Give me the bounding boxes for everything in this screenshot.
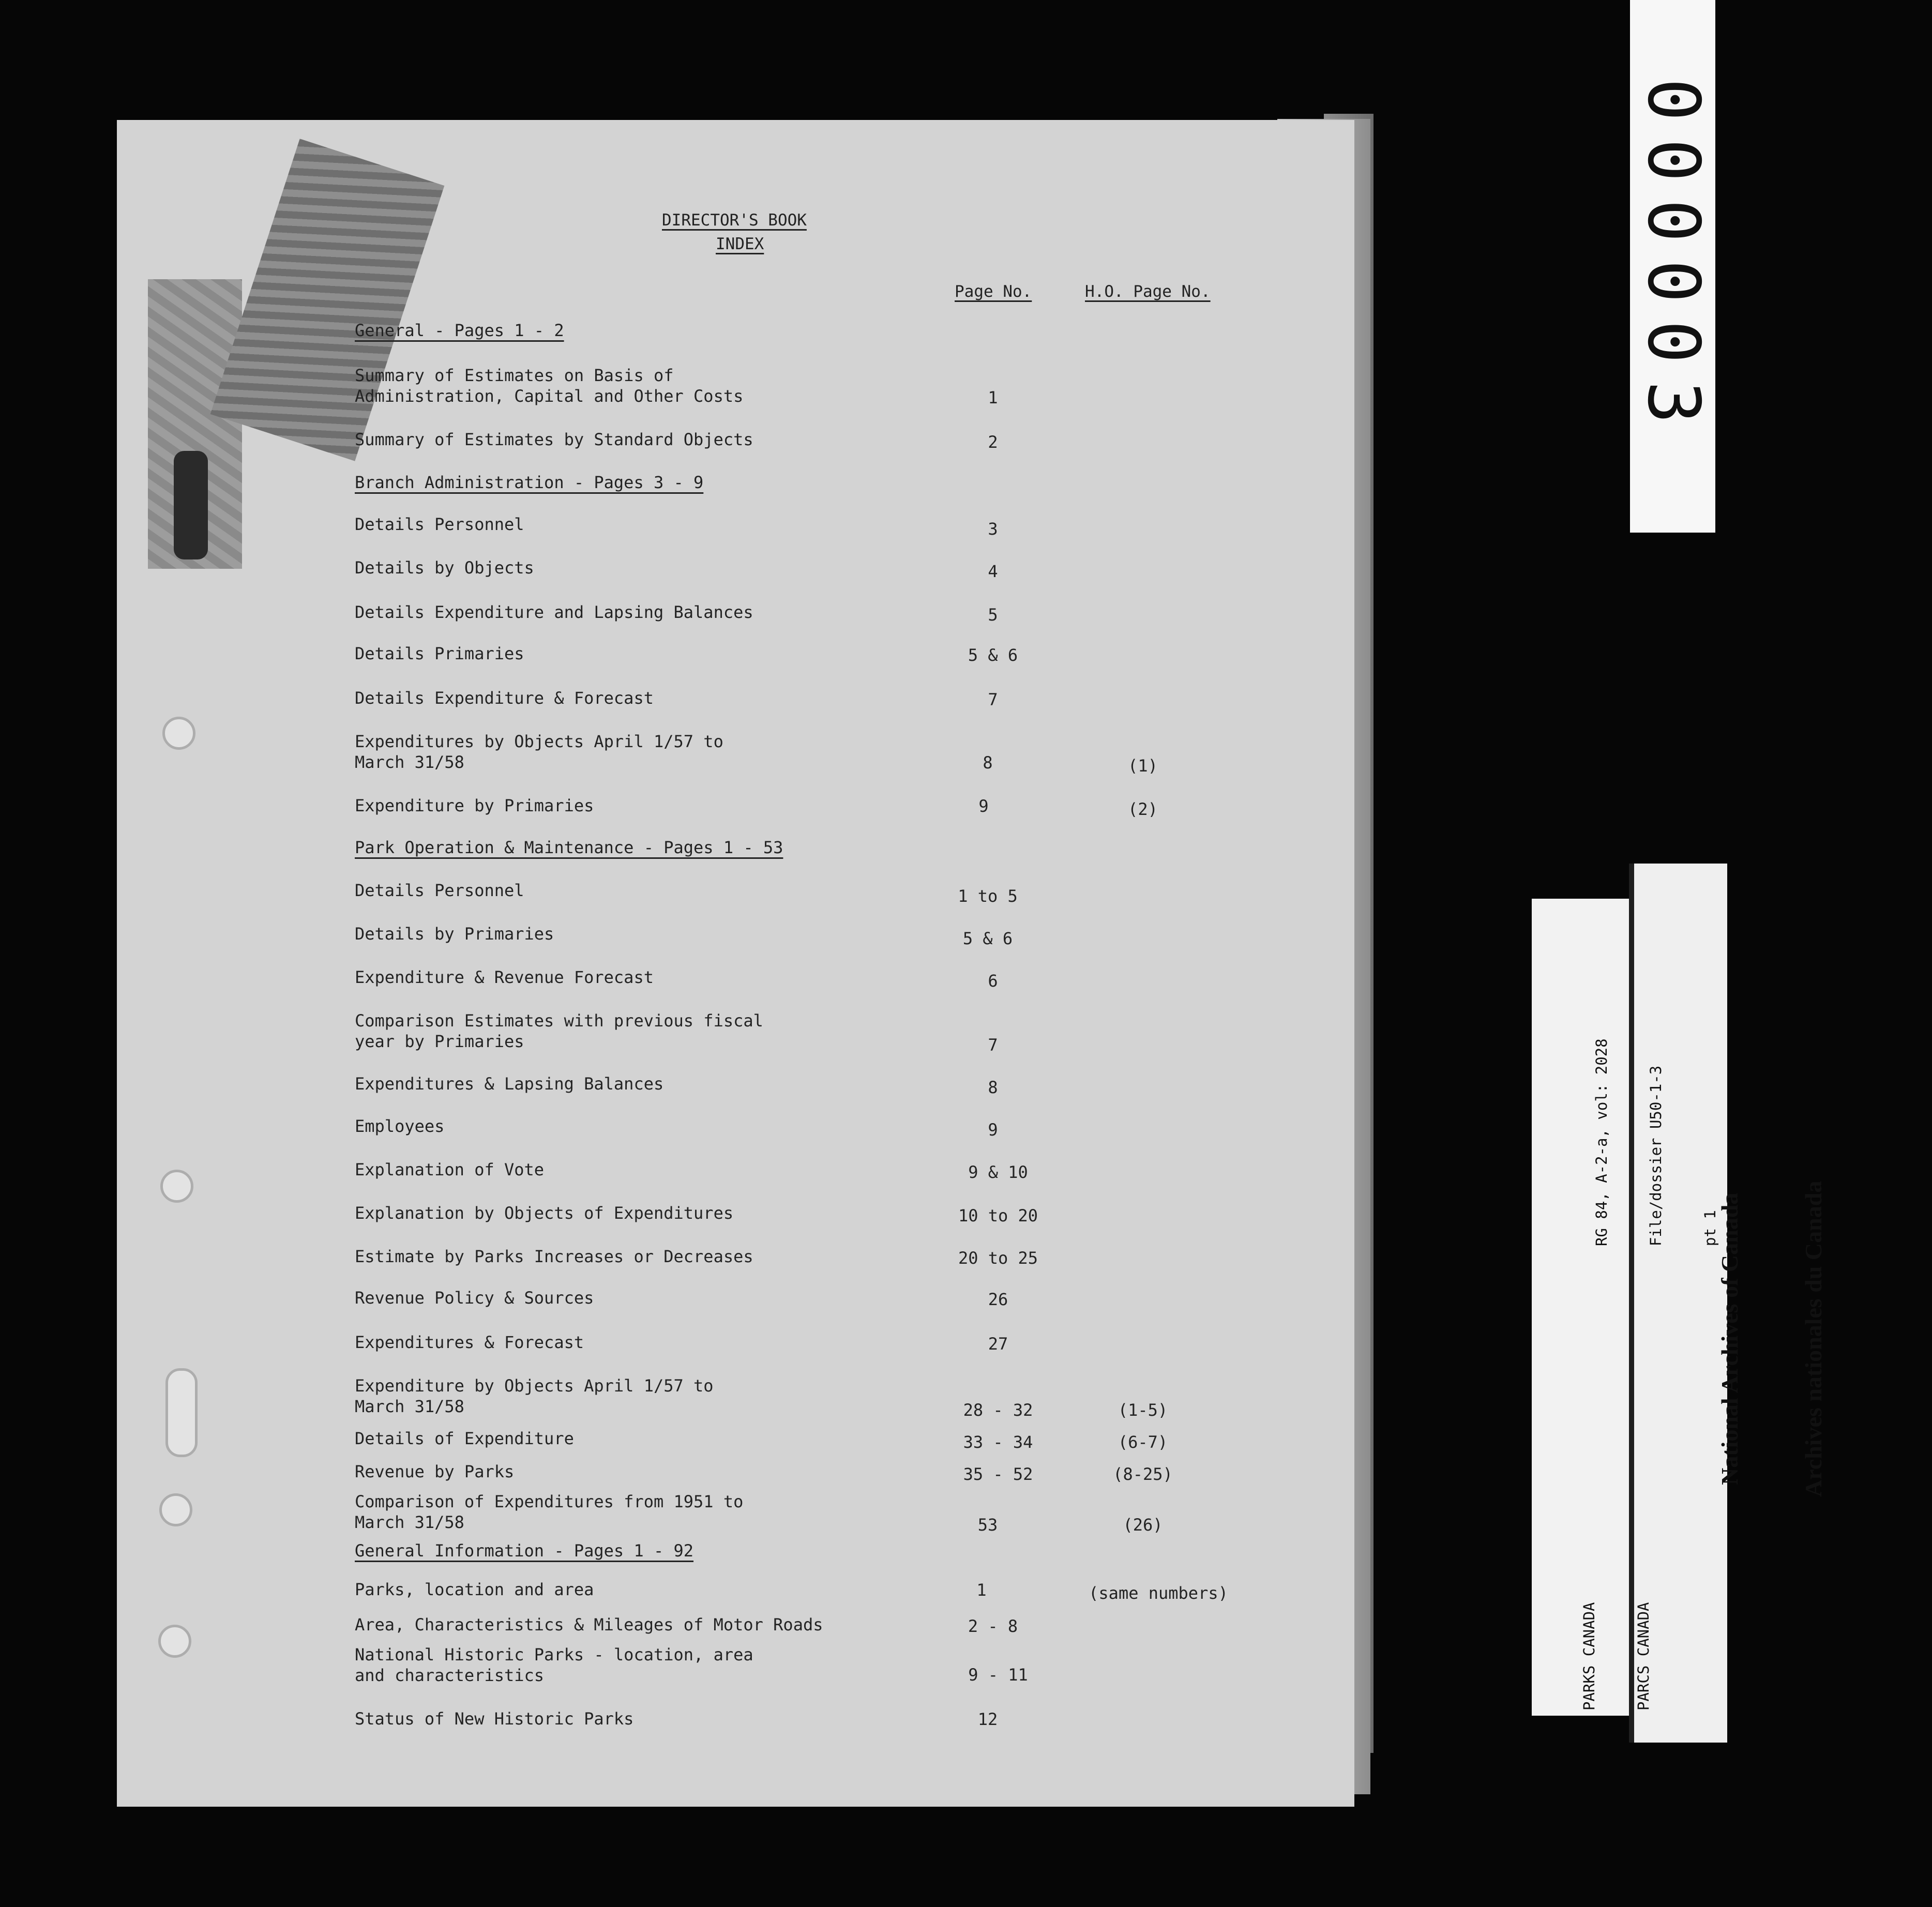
page-number: 20 to 25: [958, 1248, 1038, 1268]
index-entry: [355, 429, 753, 450]
entry-line: Parks, location and area: [355, 1580, 594, 1599]
ho-page-number: (2): [1128, 799, 1158, 819]
ho-page-number: (1-5): [1118, 1400, 1168, 1420]
entry-line: Employees: [355, 1116, 445, 1136]
page-number: 26: [988, 1290, 1008, 1309]
entry-line: Status of New Historic Parks: [355, 1709, 634, 1729]
ho-page-number: (26): [1123, 1515, 1163, 1535]
parks-canada-text: [1544, 1602, 1671, 1711]
page-number: 1: [988, 388, 998, 407]
index-entry: [355, 1288, 594, 1308]
entry-line: Expenditure by Objects April 1/57 to: [355, 1376, 714, 1396]
entry-line: Expenditures & Forecast: [355, 1333, 584, 1352]
reference-line: File/dossier U50-1-3: [1647, 1065, 1665, 1246]
entry-line: Area, Characteristics & Mileages of Motor Roads: [355, 1615, 823, 1634]
punch-hole-icon: [160, 1170, 193, 1203]
page-number: 8: [988, 1078, 998, 1097]
page-number: 9 - 11: [968, 1665, 1028, 1685]
entry-line: Comparison of Expenditures from 1951 to: [355, 1492, 744, 1511]
entry-line: Details by Objects: [355, 558, 534, 578]
index-entry: [355, 1375, 714, 1417]
entry-line: and characteristics: [355, 1666, 545, 1685]
page-number: 7: [988, 1035, 998, 1055]
index-entry: [355, 795, 594, 816]
page-number: 5: [988, 605, 998, 625]
page-number: 12: [977, 1709, 998, 1729]
entry-line: Comparison Estimates with previous fiscal: [355, 1011, 763, 1031]
page-number: 9 & 10: [968, 1162, 1028, 1182]
index-entry: [355, 1644, 753, 1686]
ho-page-number: (6-7): [1118, 1432, 1168, 1452]
frame-number-label: [1632, 10, 1715, 509]
page-number: 6: [988, 971, 998, 991]
page-number: 1: [976, 1580, 987, 1600]
archives-line: Archives nationales du Canada: [1800, 1180, 1827, 1497]
index-entry: [355, 924, 554, 944]
index-entry: [355, 1579, 594, 1600]
index-entry: [355, 967, 654, 988]
page-number: 3: [988, 519, 998, 539]
index-entry: [355, 1159, 544, 1180]
index-entry: [355, 602, 753, 623]
index-entry: [355, 1708, 633, 1729]
entry-line: March 31/58: [355, 1397, 464, 1416]
page-number: 9: [978, 796, 989, 816]
ho-page-number: (same numbers): [1089, 1583, 1228, 1603]
entry-line: Administration, Capital and Other Costs: [355, 386, 744, 406]
index-entry: [355, 1116, 444, 1137]
entry-line: Explanation by Objects of Expenditures: [355, 1203, 734, 1223]
page-number: 27: [988, 1334, 1008, 1354]
page-number: 10 to 20: [958, 1206, 1038, 1225]
index-entry: [355, 1332, 584, 1353]
ho-page-number: (1): [1128, 756, 1158, 776]
punch-hole-icon: [159, 1493, 192, 1526]
entry-line: Expenditure by Primaries: [355, 796, 594, 815]
national-archives-text: [1660, 1181, 1855, 1497]
page-number: 35 - 52: [963, 1464, 1033, 1484]
reference-label-card: [1532, 899, 1639, 1716]
archives-line: National Archives of Canada: [1716, 1192, 1743, 1485]
page-number: 28 - 32: [963, 1400, 1033, 1420]
entry-line: Explanation of Vote: [355, 1160, 545, 1179]
entry-line: March 31/58: [355, 752, 464, 772]
entry-line: National Historic Parks - location, area: [355, 1645, 753, 1664]
entry-line: Details Primaries: [355, 644, 524, 663]
index-entry: [355, 731, 723, 773]
parks-line: PARCS CANADA: [1635, 1602, 1652, 1711]
document-subtitle: INDEX: [716, 235, 764, 253]
entry-line: Details Expenditure & Forecast: [355, 688, 654, 708]
punch-hole-icon: [162, 717, 195, 750]
frame-number: 000003: [1632, 78, 1715, 442]
entry-line: year by Primaries: [355, 1032, 524, 1051]
page-number: 5 & 6: [968, 645, 1018, 665]
index-entry: [355, 514, 524, 535]
entry-line: Estimate by Parks Increases or Decreases: [355, 1247, 753, 1266]
page-number: 53: [977, 1515, 998, 1535]
index-entry: [355, 1461, 514, 1482]
index-entry: [355, 688, 654, 708]
parks-line: PARKS CANADA: [1580, 1602, 1598, 1711]
page-number: 2: [988, 432, 998, 452]
ho-page-column-header: H.O. Page No.: [1085, 282, 1211, 301]
index-entry: [355, 365, 743, 406]
index-entry: [355, 1203, 733, 1223]
entry-line: Expenditures & Lapsing Balances: [355, 1074, 664, 1094]
binder-clip-icon: [174, 451, 208, 559]
index-entry: [355, 557, 534, 578]
page-number: 8: [983, 753, 993, 773]
index-entry: [355, 1428, 574, 1449]
entry-line: Expenditure & Revenue Forecast: [355, 967, 654, 987]
entry-line: Details Personnel: [355, 881, 524, 900]
entry-line: Revenue Policy & Sources: [355, 1288, 594, 1308]
page-number: 5 & 6: [962, 929, 1013, 948]
index-entry: [355, 1246, 753, 1267]
index-entry: [355, 1010, 763, 1052]
section-heading: Park Operation & Maintenance - Pages 1 - 53: [355, 838, 783, 857]
section-heading: General - Pages 1 - 2: [355, 321, 564, 340]
section-heading: General Information - Pages 1 - 92: [355, 1541, 694, 1561]
page-number: 33 - 34: [963, 1432, 1033, 1452]
document-title: DIRECTOR'S BOOK: [662, 211, 807, 230]
reference-line: RG 84, A-2-a, vol: 2028: [1593, 1038, 1610, 1246]
page-number: 2 - 8: [968, 1616, 1018, 1636]
index-entry: [355, 880, 524, 901]
index-entry: [355, 1614, 823, 1635]
index-entry: [355, 643, 524, 664]
entry-line: Summary of Estimates on Basis of: [355, 366, 674, 385]
entry-line: Details Personnel: [355, 514, 524, 534]
entry-line: Expenditures by Objects April 1/57 to: [355, 732, 723, 751]
page-column-header: Page No.: [955, 282, 1032, 301]
page-number: 9: [988, 1120, 998, 1140]
punch-slot-icon: [165, 1368, 198, 1457]
ho-page-number: (8-25): [1113, 1464, 1173, 1484]
punch-hole-icon: [158, 1625, 191, 1658]
index-entry: [355, 1073, 663, 1094]
entry-line: Revenue by Parks: [355, 1462, 515, 1481]
entry-line: Details of Expenditure: [355, 1429, 574, 1448]
page-number: 1 to 5: [958, 886, 1018, 906]
page-number: 7: [988, 690, 998, 709]
section-heading: Branch Administration - Pages 3 - 9: [355, 473, 704, 492]
entry-line: Summary of Estimates by Standard Objects: [355, 430, 753, 449]
entry-line: Details Expenditure and Lapsing Balances: [355, 602, 753, 622]
index-entry: [355, 1491, 743, 1533]
reference-line: pt 1: [1701, 1210, 1719, 1246]
entry-line: Details by Primaries: [355, 924, 554, 944]
entry-line: March 31/58: [355, 1512, 464, 1532]
page-number: 4: [988, 562, 998, 581]
